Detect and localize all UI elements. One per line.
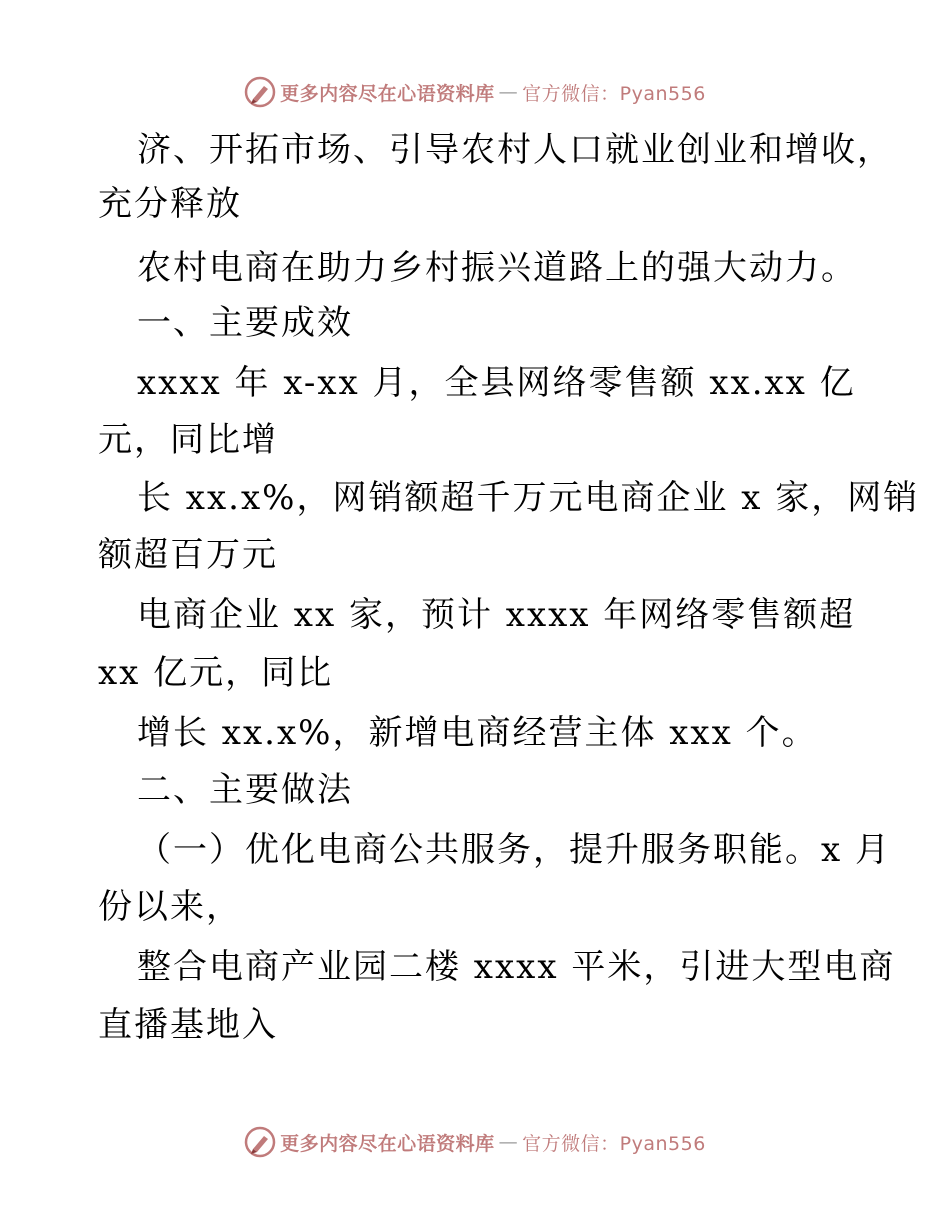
watermark-separator: — [498,1131,519,1153]
watermark-contact: 官方微信：Pyan556 [522,1132,706,1155]
watermark-brand: 更多内容尽在心语资料库 [280,1132,495,1155]
paragraph-line: 农村电商在助力乡村振兴道路上的强大动力。 [137,248,857,288]
paragraph-line: 直播基地入 [98,1005,278,1045]
paragraph-line: （一）优化电商公共服务，提升服务职能。x 月 [137,830,891,870]
section-heading: 一、主要成效 [137,303,353,343]
paragraph-line: 增长 xx.x%，新增电商经营主体 xxx 个。 [137,713,818,753]
paragraph-line: 份以来， [98,887,242,927]
section-heading: 二、主要做法 [137,770,353,810]
paragraph-line: 长 xx.x%，网销额超千万元电商企业 x 家，网销 [137,478,920,518]
paragraph-line: 整合电商产业园二楼 xxxx 平米，引进大型电商 [137,947,896,987]
watermark-separator: — [498,81,519,103]
watermark-contact: 官方微信：Pyan556 [522,82,706,105]
pen-logo-icon [244,76,276,108]
paragraph-line: 元，同比增 [98,420,278,460]
paragraph-line: 电商企业 xx 家，预计 xxxx 年网络零售额超 [137,595,856,635]
paragraph-line: 济、开拓市场、引导农村人口就业创业和增收， [137,130,893,170]
header-watermark [0,76,950,108]
watermark-brand: 更多内容尽在心语资料库 [280,82,495,105]
paragraph-line: xx 亿元，同比 [98,653,334,693]
paragraph-line: 充分释放 [98,184,242,224]
footer-watermark [0,1126,950,1158]
paragraph-line: xxxx 年 x-xx 月，全县网络零售额 xx.xx 亿 [137,363,856,403]
pen-logo-icon [244,1126,276,1158]
paragraph-line: 额超百万元 [98,535,278,575]
